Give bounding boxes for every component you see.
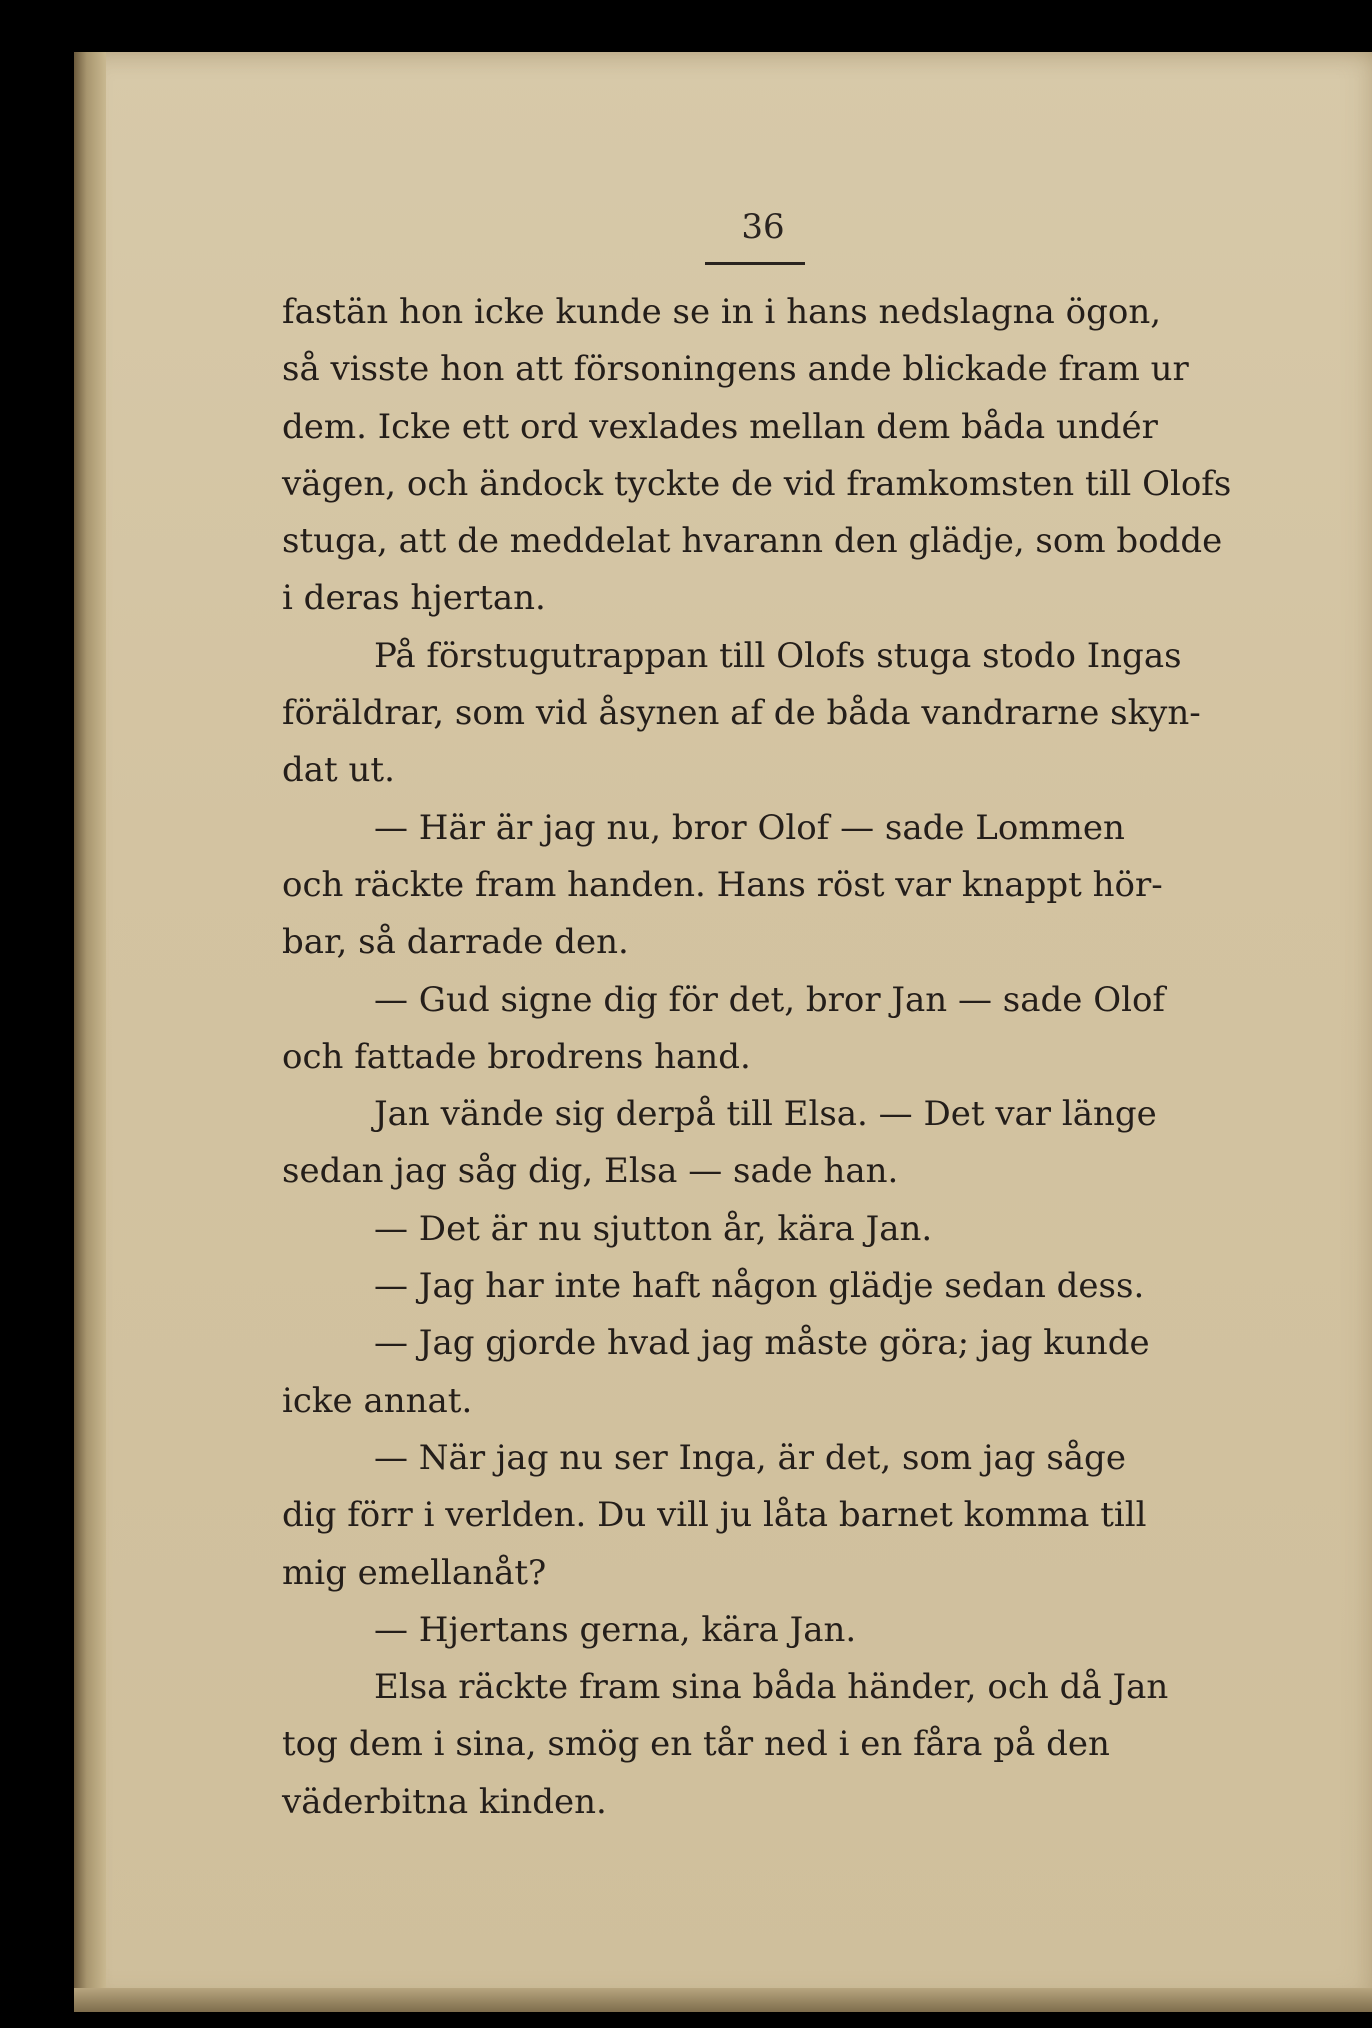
text-line: — Jag gjorde hvad jag måste göra; jag kunde — [374, 1323, 1150, 1364]
text-line: På förstugutrappan till Olofs stuga stodo Ingas — [374, 635, 1182, 676]
text-line: — Det är nu sjutton år, kära Jan. — [374, 1208, 933, 1249]
text-line: i deras hjertan. — [282, 578, 546, 619]
page-number: 36 — [741, 207, 785, 247]
text-line: bar, så darrade den. — [282, 922, 629, 963]
book-spine — [74, 52, 106, 2012]
text-line: dat ut. — [282, 750, 395, 791]
page-number-rule — [705, 262, 805, 265]
text-line: stuga, att de meddelat hvarann den glädje, som bodde — [282, 521, 1223, 562]
text-line: så visste hon att försoningens ande blickade fram ur — [282, 349, 1189, 390]
text-line: — Gud signe dig för det, bror Jan — sade Olof — [374, 979, 1166, 1020]
text-line: och räckte fram handen. Hans röst var knappt hör- — [282, 864, 1163, 905]
text-line: — Hjertans gerna, kära Jan. — [374, 1609, 857, 1650]
text-body — [282, 284, 1272, 1831]
page-bottom-edge — [74, 1988, 1372, 2012]
text-line: mig emellanåt? — [282, 1552, 547, 1593]
text-line: dem. Icke ett ord vexlades mellan dem båda undér — [282, 406, 1158, 447]
text-line: sedan jag såg dig, Elsa — sade han. — [282, 1151, 899, 1192]
text-line: — När jag nu ser Inga, är det, som jag såge — [374, 1437, 1126, 1478]
text-line: och fattade brodrens hand. — [282, 1036, 751, 1077]
text-line: dig förr i verlden. Du vill ju låta barnet komma till — [282, 1495, 1147, 1536]
text-line: — Här är jag nu, bror Olof — sade Lommen — [374, 807, 1125, 848]
text-line: väderbitna kinden. — [282, 1781, 607, 1822]
text-line: vägen, och ändock tyckte de vid framkomsten till Olofs — [282, 463, 1232, 504]
text-line: — Jag har inte haft någon glädje sedan dess. — [374, 1266, 1145, 1307]
text-line: Elsa räckte fram sina båda händer, och då Jan — [374, 1667, 1169, 1708]
text-line: fastän hon icke kunde se in i hans nedslagna ögon, — [282, 292, 1162, 332]
text-line: icke annat. — [282, 1380, 473, 1421]
text-line: tog dem i sina, smög en tår ned i en fåra på den — [282, 1724, 1110, 1765]
text-line: Jan vände sig derpå till Elsa. — Det var länge — [374, 1094, 1157, 1135]
text-line: föräldrar, som vid åsynen af de båda vandrarne skyn- — [282, 693, 1201, 734]
